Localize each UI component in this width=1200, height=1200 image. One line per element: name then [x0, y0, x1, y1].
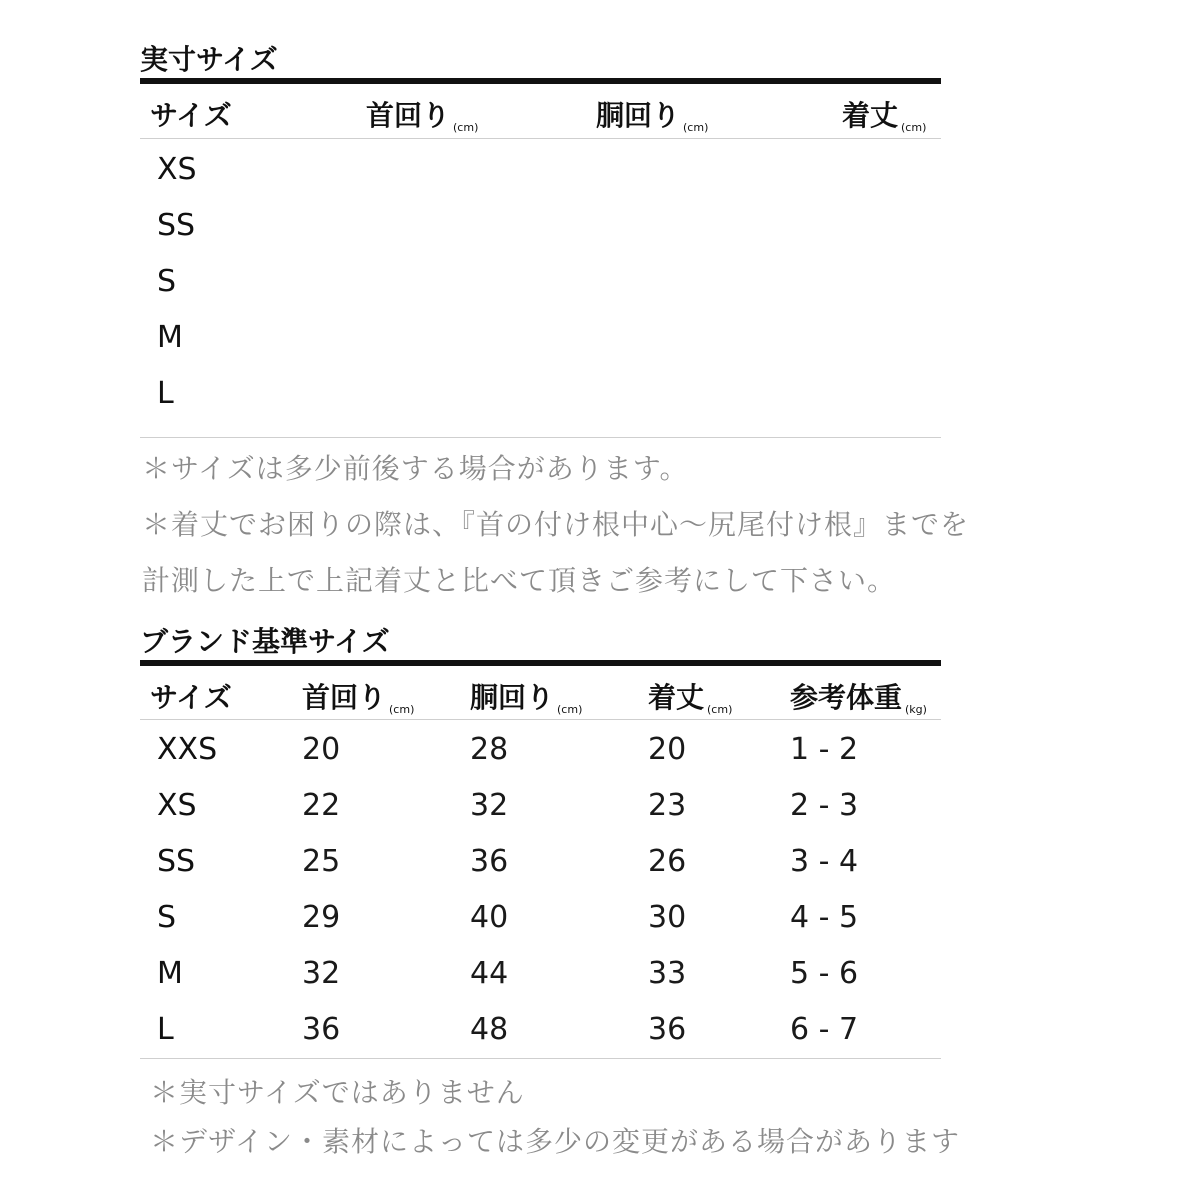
- header-unit: (cm): [557, 703, 583, 716]
- header-label: 首回り: [366, 99, 451, 132]
- brand-header-chest: [470, 676, 582, 716]
- actual-size-m: M: [157, 320, 183, 355]
- brand-header-neck: [302, 676, 414, 716]
- brand-row-chest: 36: [470, 844, 509, 879]
- brand-row-length: 36: [648, 1012, 687, 1047]
- brand-row-neck: 20: [302, 732, 341, 767]
- brand-row-neck: 22: [302, 788, 341, 823]
- brand-row-size: XXS: [157, 732, 218, 767]
- actual-size-s: S: [157, 264, 177, 299]
- brand-row-neck: 36: [302, 1012, 341, 1047]
- brand-row-size: M: [157, 956, 183, 991]
- brand-row-length: 26: [648, 844, 687, 879]
- actual-note-3: 計測した上で上記着丈と比べて頂きご参考にして下さい。: [142, 564, 897, 597]
- actual-header-chest: [596, 94, 708, 134]
- brand-row-size: L: [157, 1012, 174, 1047]
- header-label: 胴回り: [470, 681, 555, 714]
- actual-header-rule: [140, 138, 941, 139]
- brand-row-neck: 32: [302, 956, 341, 991]
- header-label: 参考体重: [790, 681, 903, 714]
- actual-size-title: 実寸サイズ: [140, 43, 278, 76]
- actual-header-neck: [366, 94, 478, 134]
- header-label: サイズ: [150, 681, 232, 714]
- header-label: 胴回り: [596, 99, 681, 132]
- brand-row-chest: 48: [470, 1012, 509, 1047]
- header-label: 首回り: [302, 681, 387, 714]
- brand-header-rule: [140, 719, 941, 720]
- actual-bottom-rule: [140, 437, 941, 438]
- header-unit: (cm): [707, 703, 733, 716]
- brand-row-length: 23: [648, 788, 687, 823]
- actual-header-length: [842, 94, 926, 134]
- header-label: サイズ: [150, 99, 232, 132]
- brand-row-length: 20: [648, 732, 687, 767]
- brand-row-weight: 1 - 2: [790, 732, 859, 767]
- brand-row-chest: 44: [470, 956, 509, 991]
- brand-row-size: S: [157, 900, 177, 935]
- actual-size-l: L: [157, 376, 174, 411]
- header-label: 着丈: [648, 681, 705, 714]
- brand-size-title: ブランド基準サイズ: [140, 625, 390, 658]
- actual-title-rule: [140, 78, 941, 84]
- brand-row-weight: 2 - 3: [790, 788, 859, 823]
- header-unit: (cm): [389, 703, 415, 716]
- brand-note-2: ＊デザイン・素材によっては多少の変更がある場合があります: [150, 1125, 961, 1158]
- brand-row-chest: 32: [470, 788, 509, 823]
- header-label: 着丈: [842, 99, 899, 132]
- brand-header-size: [150, 676, 232, 716]
- brand-title-rule: [140, 660, 941, 666]
- header-unit: (cm): [453, 121, 479, 134]
- brand-row-weight: 3 - 4: [790, 844, 859, 879]
- actual-note-1: ＊サイズは多少前後する場合があります。: [142, 452, 689, 485]
- brand-header-weight: [790, 676, 927, 716]
- actual-size-ss: SS: [157, 208, 196, 243]
- brand-note-1: ＊実寸サイズではありません: [150, 1076, 525, 1109]
- brand-row-size: SS: [157, 844, 196, 879]
- brand-row-neck: 25: [302, 844, 341, 879]
- brand-row-weight: 4 - 5: [790, 900, 859, 935]
- brand-header-length: [648, 676, 732, 716]
- brand-row-neck: 29: [302, 900, 341, 935]
- brand-row-chest: 28: [470, 732, 509, 767]
- actual-size-xs: XS: [157, 152, 197, 187]
- brand-bottom-rule: [140, 1058, 941, 1059]
- brand-row-size: XS: [157, 788, 197, 823]
- brand-row-weight: 6 - 7: [790, 1012, 859, 1047]
- brand-row-chest: 40: [470, 900, 509, 935]
- actual-note-2: ＊着丈でお困りの際は、『首の付け根中心〜尻尾付け根』までを: [142, 508, 970, 541]
- header-unit: (kg): [905, 703, 927, 716]
- actual-header-size: [150, 94, 232, 134]
- header-unit: (cm): [901, 121, 927, 134]
- header-unit: (cm): [683, 121, 709, 134]
- brand-row-length: 33: [648, 956, 687, 991]
- brand-row-weight: 5 - 6: [790, 956, 859, 991]
- brand-row-length: 30: [648, 900, 687, 935]
